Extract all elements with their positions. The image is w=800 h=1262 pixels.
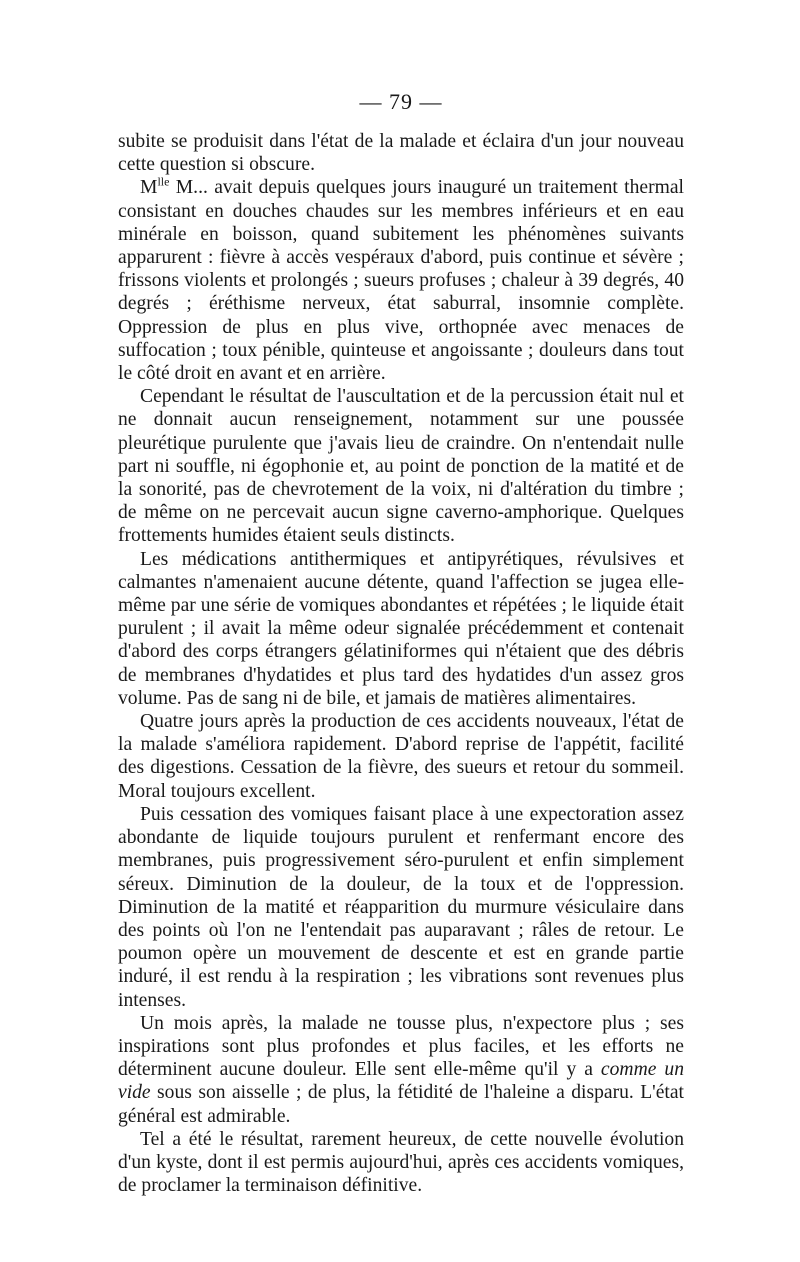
text-segment: sous son aisselle ; de plus, la fétidité de l'haleine a disparu. L'état général est admirable. — [118, 1082, 684, 1127]
superscript-text: lle — [157, 174, 170, 189]
text-segment: Un mois après, la malade ne tousse plus, n'expectore plus ; ses inspirations sont plus profondes et plus faciles, et les efforts ne déterminent aucune douleur. Elle sent elle-même qu'il y a — [118, 1012, 684, 1081]
text-segment: Cependant le résultat de l'auscultation et de la percussion était nul et ne donnait aucun renseignement, notamment sur une poussée pleurétique purulente que j'avais lieu de craindre. On n'entendait nulle part ni souffle, ni égophonie et, au point de ponction de la matité et de la sonorité, pas de chevrotement de la voix, ni d'altération du timbre ; de même on ne percevait aucun signe caverno-amphorique. Quelques frottements humides étaient seuls distincts. — [118, 386, 684, 547]
text-segment: M... avait depuis quelques jours inauguré un traitement thermal consistant en douches chaudes sur les membres inférieurs et en eau minérale en boisson, quand subitement les phénomènes suivants apparurent : fièvre à accès vespéraux d'abord, puis continue et sévère ; frissons violents et prolongés ; sueurs profuses ; chaleur à 39 degrés, 40 degrés ; éréthisme nerveux, état saburral, insomnie complète. Oppression de plus en plus vive, orthopnée avec menaces de suffocation ; toux pénible, quinteuse et angoissante ; douleurs dans tout le côté droit en avant et en arrière. — [118, 177, 684, 385]
paragraph — [118, 1012, 684, 1128]
page-number: — 79 — — [359, 89, 443, 114]
document-page — [118, 88, 684, 1197]
paragraph — [118, 548, 684, 710]
body-text — [118, 130, 684, 1197]
paragraph — [118, 130, 684, 176]
text-segment: subite se produisit dans l'état de la malade et éclaira d'un jour nouveau cette question si obscure. — [118, 131, 684, 176]
text-segment: Les médications antithermiques et antipyrétiques, révulsives et calmantes n'amenaient aucune détente, quand l'affection se jugea elle-même par une série de vomiques abondantes et répétées ; le liquide était purulent ; il avait la même odeur signalée précédemment et contenait d'abord des corps étrangers gélatiniformes qui n'étaient que des débris de membranes d'hydatides et plus tard des hydatides d'un assez gros volume. Pas de sang ni de bile, et jamais de matières alimentaires. — [118, 548, 684, 709]
italic-text: comme un vide — [118, 1059, 684, 1104]
text-segment: M — [140, 177, 158, 199]
paragraph — [118, 385, 684, 547]
text-segment: Puis cessation des vomiques faisant place à une expectoration assez abondante de liquide toujours purulent et renfermant encore des membranes, puis progressivement séro-purulent et enfin simplement séreux. Diminution de la douleur, de la toux et de l'oppression. Diminution de la matité et réapparition du murmure vésiculaire dans des points où l'on ne l'entendait pas auparavant ; râles de retour. Le poumon opère un mouvement de descente et est en grande partie induré, il est rendu à la respiration ; les vibrations sont revenues plus intenses. — [118, 803, 684, 1011]
paragraph — [118, 176, 684, 385]
paragraph — [118, 710, 684, 803]
paragraph — [118, 803, 684, 1012]
text-segment: Quatre jours après la production de ces accidents nouveaux, l'état de la malade s'améliora rapidement. D'abord reprise de l'appétit, facilité des digestions. Cessation de la fièvre, des sueurs et retour du sommeil. Moral toujours excellent. — [118, 711, 684, 802]
text-segment: Tel a été le résultat, rarement heureux, de cette nouvelle évolution d'un kyste, dont il est permis aujourd'hui, après ces accidents vomiques, de proclamer la terminaison définitive. — [118, 1128, 684, 1197]
paragraph — [118, 1128, 684, 1198]
